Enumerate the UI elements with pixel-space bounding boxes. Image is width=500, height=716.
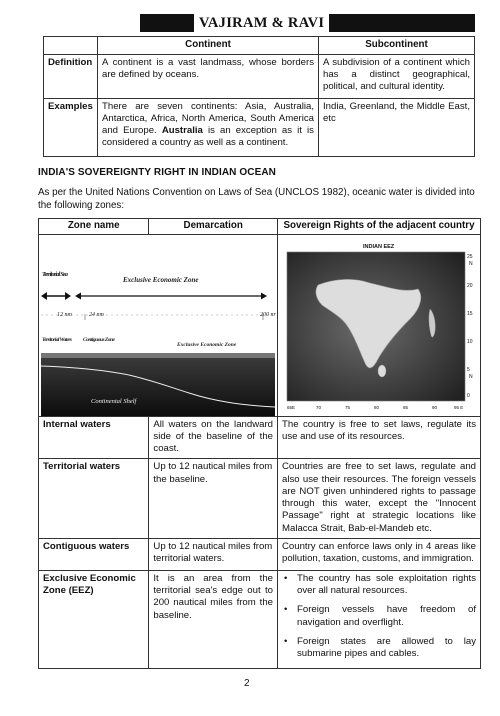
- zone-rights: Countries are free to set laws, regulate and also use their resources. The foreign vessels are NOT given unhindered rights to passage through this water, except the "Innocent Passage" right at strategic locations like Malacca Strait, Bab-el-Mandeb etc.: [278, 459, 481, 539]
- list-item: • Foreign states are allowed to lay submarine pipes and cables.: [282, 636, 476, 661]
- maritime-zones-table: [38, 218, 481, 669]
- zone-name: Internal waters: [39, 416, 149, 459]
- row-label: Definition: [44, 54, 98, 98]
- lon-tick: 85: [403, 404, 409, 410]
- zone-demarcation: It is an area from the territorial sea's edge out to 200 nautical miles from the baseline.: [149, 570, 278, 668]
- table-row: [39, 416, 481, 459]
- lat-tick: 20: [467, 282, 473, 289]
- page-header: [140, 14, 475, 32]
- header-demarcation: Demarcation: [149, 219, 278, 235]
- table-row: [39, 459, 481, 539]
- zones-diagram-svg: [39, 235, 277, 416]
- territorial-sea-label: Territorial Sea: [42, 270, 68, 278]
- eez-label: Exclusive Economic Zone: [123, 275, 199, 284]
- header-cell-blank: [44, 37, 98, 55]
- zone-name: Contiguous waters: [39, 538, 149, 570]
- table-header-row: [44, 37, 475, 55]
- territorial-waters-label: Territorial Waters: [42, 336, 72, 343]
- zone-name: Territorial waters: [39, 459, 149, 539]
- eez-rights-list: [282, 573, 476, 661]
- table-row: [39, 538, 481, 570]
- examples-bold: Australia: [161, 125, 203, 137]
- header-title-box: [194, 14, 329, 32]
- eez-small-label: Exclusive Economic Zone: [177, 341, 237, 348]
- section-title: INDIA'S SOVEREIGNTY RIGHT IN INDIAN OCEAN: [38, 167, 276, 178]
- lon-tick: 65E: [287, 404, 296, 410]
- header-title: VAJIRAM & RAVI: [199, 14, 325, 31]
- continent-comparison-table: [43, 36, 475, 157]
- zone-rights: The country is free to set laws, regulate its use and use of its resources.: [278, 416, 481, 459]
- zone-name: Exclusive Economic Zone (EEZ): [39, 570, 149, 668]
- continent-definition: A continent is a vast landmass, whose borders are defined by oceans.: [98, 54, 319, 98]
- header-sovereign-rights: Sovereign Rights of the adjacent country: [278, 219, 481, 235]
- section-intro: As per the United Nations Convention on Laws of Sea (UNCLOS 1982), oceanic water is divided into the following zones:: [38, 187, 475, 211]
- eez-map-svg: [278, 235, 480, 416]
- subcontinent-definition: A subdivision of a continent which has a distinct geographical, political, and cultural identity.: [319, 54, 475, 98]
- header-cell-continent: Continent: [98, 37, 319, 55]
- indian-eez-map-cell: [278, 234, 481, 416]
- nm24-label: 24 nm: [89, 311, 104, 318]
- row-label: Examples: [44, 98, 98, 156]
- lat-tick: 10: [467, 338, 473, 345]
- lon-tick: 75: [345, 404, 351, 410]
- header-cell-subcontinent: Subcontinent: [319, 37, 475, 55]
- table-row: [44, 54, 475, 98]
- lon-tick: 70: [316, 404, 322, 410]
- figure-row: [39, 234, 481, 416]
- page-number: 2: [244, 678, 250, 689]
- contiguous-zone-label: Contiguous Zone: [83, 336, 115, 343]
- examples-text: There are seven continents: Asia, Australia, Antarctica, Africa, North America, South America and Europe.: [102, 100, 314, 137]
- zones-diagram-cell: [39, 234, 278, 416]
- zones-header-row: [39, 219, 481, 235]
- lon-tick: 95 E: [454, 404, 464, 410]
- continent-examples: [98, 98, 319, 156]
- lat-tick: 15: [467, 310, 473, 317]
- zone-rights: [278, 570, 481, 668]
- list-item: • Foreign vessels have freedom of navigation and overflight.: [282, 604, 476, 629]
- lat-tick: 25: [467, 253, 473, 260]
- zone-demarcation: Up to 12 nautical miles from the baseline.: [149, 459, 278, 539]
- indian-eez-map: [278, 235, 480, 416]
- examples-text-end: is an exception as it is considered a country as well as a continent.: [102, 125, 314, 149]
- nm12-label: 12 nm: [57, 311, 72, 318]
- zone-rights: Country can enforce laws only in 4 areas like pollution, taxation, customs, and immigration.: [278, 538, 481, 570]
- zone-demarcation: All waters on the landward side of the baseline of the coast.: [149, 416, 278, 459]
- table-row: [39, 570, 481, 668]
- lat-tick: 5: [467, 366, 470, 373]
- continental-shelf-label: Continental Shelf: [91, 397, 137, 405]
- table-row: [44, 98, 475, 156]
- list-item: • The country has sole exploitation rights over all natural resources.: [282, 573, 476, 598]
- lon-tick: 80: [374, 404, 380, 410]
- maritime-zones-diagram: [39, 235, 277, 416]
- lat-tick: N: [469, 260, 473, 267]
- subcontinent-examples: India, Greenland, the Middle East, etc: [319, 98, 475, 156]
- lat-tick: 0: [467, 392, 470, 399]
- header-zone-name: Zone name: [39, 219, 149, 235]
- lon-tick: 90: [432, 404, 438, 410]
- nm200-label: 200 nr: [260, 311, 276, 318]
- zone-demarcation: Up to 12 nautical miles from territorial waters.: [149, 538, 278, 570]
- lat-tick: N: [469, 373, 473, 380]
- map-title-label: INDIAN EEZ: [363, 243, 395, 250]
